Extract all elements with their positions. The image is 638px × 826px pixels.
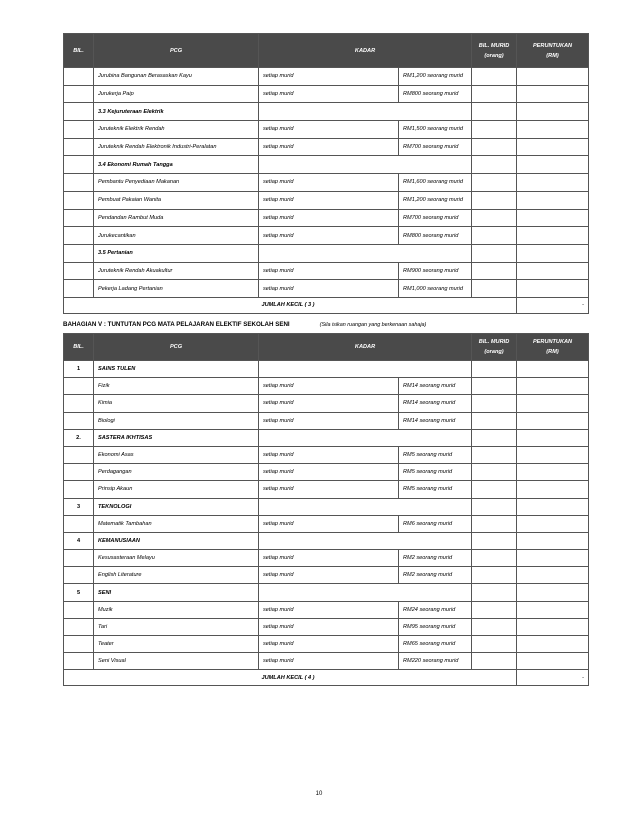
item-name: Biologi	[94, 412, 259, 429]
peruntukan-cell	[517, 636, 589, 653]
rate-basis: setiap murid	[259, 464, 399, 481]
bil-murid-cell	[472, 653, 517, 670]
row-number	[64, 481, 94, 498]
peruntukan-cell	[517, 244, 589, 262]
table-row	[64, 446, 589, 463]
bil-murid-cell	[472, 280, 517, 298]
table-row	[64, 618, 589, 635]
row-number	[64, 446, 94, 463]
peruntukan-cell	[517, 121, 589, 139]
section-row	[64, 584, 589, 601]
table-row	[64, 121, 589, 139]
peruntukan-cell	[517, 138, 589, 156]
item-name: Kimia	[94, 395, 259, 412]
item-name: Fizik	[94, 378, 259, 395]
rate-amount: RM1,600 seorang murid	[399, 174, 472, 192]
item-name: Jurukerja Paip	[94, 85, 259, 103]
item-name: Pendandan Rambut Muda	[94, 209, 259, 227]
table-row	[64, 653, 589, 670]
bil-murid-cell	[472, 138, 517, 156]
row-number	[64, 653, 94, 670]
table-row	[64, 464, 589, 481]
peruntukan-cell	[517, 653, 589, 670]
peruntukan-cell	[517, 464, 589, 481]
peruntukan-cell	[517, 209, 589, 227]
bil-murid-cell	[472, 446, 517, 463]
table-row	[64, 378, 589, 395]
header-bil: BIL.	[64, 334, 94, 361]
row-number	[64, 103, 94, 121]
peruntukan-cell	[517, 174, 589, 192]
rate-basis: setiap murid	[259, 280, 399, 298]
rate-basis: setiap murid	[259, 550, 399, 567]
bil-murid-cell	[472, 174, 517, 192]
section-row	[64, 244, 589, 262]
peruntukan-cell	[517, 68, 589, 86]
section-name: SASTERA IKHTISAS	[94, 429, 259, 446]
table-header-row	[64, 34, 589, 68]
rate-basis: setiap murid	[259, 412, 399, 429]
header-peruntukan-label: PERUNTUKAN	[532, 339, 573, 345]
peruntukan-cell	[517, 550, 589, 567]
header-bil: BIL.	[64, 34, 94, 68]
row-number: 5	[64, 584, 94, 601]
item-name: Pembantu Penyediaan Makanan	[94, 174, 259, 192]
bil-murid-cell	[472, 567, 517, 584]
bil-murid-cell	[472, 227, 517, 245]
item-name: Prinsip Akaun	[94, 481, 259, 498]
row-number	[64, 618, 94, 635]
header-peruntukan-unit: (RM)	[546, 52, 559, 59]
header-bil-murid	[472, 334, 517, 361]
section-row	[64, 498, 589, 515]
table-row	[64, 227, 589, 245]
peruntukan-cell	[517, 584, 589, 601]
table-row	[64, 209, 589, 227]
row-number	[64, 280, 94, 298]
rate-basis: setiap murid	[259, 174, 399, 192]
rate-amount: RM700 seorang murid	[399, 209, 472, 227]
row-number	[64, 515, 94, 532]
bil-murid-cell	[472, 68, 517, 86]
rate-basis: setiap murid	[259, 209, 399, 227]
rate-basis: setiap murid	[259, 68, 399, 86]
bil-murid-cell	[472, 378, 517, 395]
row-number	[64, 395, 94, 412]
item-name: Juruteknik Rendah Akuakultur	[94, 262, 259, 280]
bil-murid-cell	[472, 191, 517, 209]
header-peruntukan	[517, 34, 589, 68]
section-name: TEKNOLOGI	[94, 498, 259, 515]
peruntukan-cell	[517, 567, 589, 584]
rate-amount: RM220 seorang murid	[399, 653, 472, 670]
peruntukan-cell	[517, 191, 589, 209]
rate-amount: RM14 seorang murid	[399, 395, 472, 412]
rate-amount: RM1,500 seorang murid	[399, 121, 472, 139]
table-row	[64, 412, 589, 429]
rate-amount: RM5 seorang murid	[399, 464, 472, 481]
section-row	[64, 532, 589, 549]
item-name: English Literature	[94, 567, 259, 584]
rate-basis: setiap murid	[259, 618, 399, 635]
row-number	[64, 68, 94, 86]
row-number: 2.	[64, 429, 94, 446]
row-number	[64, 244, 94, 262]
bil-murid-cell	[472, 481, 517, 498]
peruntukan-cell	[517, 481, 589, 498]
row-number	[64, 550, 94, 567]
rate-amount: RM800 seorang murid	[399, 227, 472, 245]
bil-murid-cell	[472, 209, 517, 227]
row-number	[64, 567, 94, 584]
row-number	[64, 121, 94, 139]
row-number: 3	[64, 498, 94, 515]
row-number	[64, 636, 94, 653]
rate-basis: setiap murid	[259, 138, 399, 156]
section-v-caption	[63, 321, 426, 328]
bil-murid-cell	[472, 121, 517, 139]
rate-amount: RM1,000 seorang murid	[399, 280, 472, 298]
bil-murid-cell	[472, 262, 517, 280]
row-number: 1	[64, 361, 94, 378]
table-row	[64, 262, 589, 280]
row-number	[64, 85, 94, 103]
peruntukan-cell	[517, 498, 589, 515]
table-row	[64, 68, 589, 86]
item-name: Kesusasteraan Melayu	[94, 550, 259, 567]
rate-amount: RM1,200 seorang murid	[399, 191, 472, 209]
section-name: 3.4 Ekonomi Rumah Tangga	[94, 156, 259, 174]
section-name: 3.5 Pertanian	[94, 244, 259, 262]
item-name: Matematik Tambahan	[94, 515, 259, 532]
table-row	[64, 636, 589, 653]
peruntukan-cell	[517, 103, 589, 121]
bil-murid-cell	[472, 412, 517, 429]
row-number	[64, 174, 94, 192]
pcg-table-part3	[63, 33, 589, 314]
rate-amount: RM65 seorang murid	[399, 636, 472, 653]
rate-amount: RM800 seorang murid	[399, 85, 472, 103]
header-kadar: KADAR	[259, 334, 472, 361]
rate-amount: RM6 seorang murid	[399, 515, 472, 532]
table-row	[64, 515, 589, 532]
table-row	[64, 280, 589, 298]
kadar-cell	[259, 498, 472, 515]
table-row	[64, 85, 589, 103]
section-name: SENI	[94, 584, 259, 601]
table-row	[64, 550, 589, 567]
item-name: Tari	[94, 618, 259, 635]
table-row	[64, 138, 589, 156]
row-number	[64, 191, 94, 209]
rate-basis: setiap murid	[259, 395, 399, 412]
item-name: Pekerja Ladang Pertanian	[94, 280, 259, 298]
bil-murid-cell	[472, 550, 517, 567]
header-peruntukan	[517, 334, 589, 361]
rate-basis: setiap murid	[259, 262, 399, 280]
section-row	[64, 103, 589, 121]
item-name: Juruteknik Rendah Elektronik Industri-Peralatan	[94, 138, 259, 156]
rate-amount: RM95 seorang murid	[399, 618, 472, 635]
rate-amount: RM5 seorang murid	[399, 446, 472, 463]
header-bil-murid-label: BIL. MURID	[478, 42, 510, 49]
peruntukan-cell	[517, 262, 589, 280]
header-bil-murid-unit: (orang)	[484, 52, 504, 59]
row-number	[64, 262, 94, 280]
rate-amount: RM900 seorang murid	[399, 262, 472, 280]
header-bil-murid-unit: (orang)	[484, 349, 504, 355]
section-row	[64, 429, 589, 446]
bil-murid-cell	[472, 464, 517, 481]
header-kadar: KADAR	[259, 34, 472, 68]
kadar-cell	[259, 584, 472, 601]
bil-murid-cell	[472, 618, 517, 635]
item-name: Seni Visual	[94, 653, 259, 670]
section-row	[64, 156, 589, 174]
table-row	[64, 395, 589, 412]
bil-murid-cell	[472, 395, 517, 412]
table-header-row	[64, 334, 589, 361]
bil-murid-cell	[472, 601, 517, 618]
rate-amount: RM14 seorang murid	[399, 378, 472, 395]
rate-amount: RM700 seorang murid	[399, 138, 472, 156]
kadar-cell	[259, 361, 472, 378]
bil-murid-cell	[472, 429, 517, 446]
header-peruntukan-label: PERUNTUKAN	[532, 42, 573, 49]
subtotal-value: -	[517, 670, 589, 686]
rate-basis: setiap murid	[259, 121, 399, 139]
peruntukan-cell	[517, 446, 589, 463]
rate-basis: setiap murid	[259, 227, 399, 245]
rate-amount: RM24 seorang murid	[399, 601, 472, 618]
bil-murid-cell	[472, 498, 517, 515]
rate-amount: RM2 seorang murid	[399, 567, 472, 584]
item-name: Muzik	[94, 601, 259, 618]
subtotal-label: JUMLAH KECIL ( 4 )	[64, 670, 517, 686]
item-name: Perdagangan	[94, 464, 259, 481]
subtotal-label: JUMLAH KECIL ( 3 )	[64, 297, 517, 313]
kadar-cell	[259, 429, 472, 446]
rate-basis: setiap murid	[259, 601, 399, 618]
peruntukan-cell	[517, 601, 589, 618]
bil-murid-cell	[472, 156, 517, 174]
peruntukan-cell	[517, 156, 589, 174]
section-name: SAINS TULEN	[94, 361, 259, 378]
subtotal-value: -	[517, 297, 589, 313]
table-row	[64, 174, 589, 192]
kadar-cell	[259, 156, 472, 174]
peruntukan-cell	[517, 429, 589, 446]
bil-murid-cell	[472, 515, 517, 532]
row-number	[64, 209, 94, 227]
row-number	[64, 227, 94, 245]
table-row	[64, 601, 589, 618]
bil-murid-cell	[472, 85, 517, 103]
row-number	[64, 464, 94, 481]
item-name: Pembuat Pakaian Wanita	[94, 191, 259, 209]
section-name: 3.3 Kejuruteraan Elektrik	[94, 103, 259, 121]
bil-murid-cell	[472, 244, 517, 262]
peruntukan-cell	[517, 532, 589, 549]
peruntukan-cell	[517, 280, 589, 298]
header-bil-murid	[472, 34, 517, 68]
bil-murid-cell	[472, 636, 517, 653]
item-name: Ekonomi Asas	[94, 446, 259, 463]
peruntukan-cell	[517, 412, 589, 429]
header-pcg: PCG	[94, 334, 259, 361]
row-number: 4	[64, 532, 94, 549]
header-bil-murid-label: BIL. MURID	[478, 339, 510, 345]
rate-amount: RM14 seorang murid	[399, 412, 472, 429]
peruntukan-cell	[517, 378, 589, 395]
rate-amount: RM1,200 seorang murid	[399, 68, 472, 86]
section-v-note: (Sila isikan ruangan yang berkenaan sahaja)	[319, 322, 427, 328]
table-body	[64, 68, 589, 298]
row-number	[64, 601, 94, 618]
peruntukan-cell	[517, 361, 589, 378]
row-number	[64, 138, 94, 156]
bil-murid-cell	[472, 361, 517, 378]
peruntukan-cell	[517, 395, 589, 412]
rate-basis: setiap murid	[259, 446, 399, 463]
peruntukan-cell	[517, 618, 589, 635]
kadar-cell	[259, 532, 472, 549]
table-body	[64, 361, 589, 670]
rate-basis: setiap murid	[259, 85, 399, 103]
peruntukan-cell	[517, 227, 589, 245]
section-row	[64, 361, 589, 378]
item-name: Jurubina Bangunan Berasaskan Kayu	[94, 68, 259, 86]
bil-murid-cell	[472, 584, 517, 601]
rate-amount: RM2 seorang murid	[399, 550, 472, 567]
peruntukan-cell	[517, 515, 589, 532]
pcg-table-part5	[63, 333, 589, 686]
bil-murid-cell	[472, 532, 517, 549]
section-name: KEMANUSIAAN	[94, 532, 259, 549]
page-number: 10	[315, 791, 323, 797]
item-name: Teater	[94, 636, 259, 653]
rate-basis: setiap murid	[259, 567, 399, 584]
rate-basis: setiap murid	[259, 191, 399, 209]
header-pcg: PCG	[94, 34, 259, 68]
header-peruntukan-unit: (RM)	[546, 349, 559, 355]
row-number	[64, 156, 94, 174]
row-number	[64, 412, 94, 429]
table-row	[64, 191, 589, 209]
section-v-title: BAHAGIAN V : TUNTUTAN PCG MATA PELAJARAN ELEKTIF SEKOLAH SENI	[63, 321, 290, 328]
item-name: Juruteknik Elektrik Rendah	[94, 121, 259, 139]
rate-amount: RM5 seorang murid	[399, 481, 472, 498]
rate-basis: setiap murid	[259, 515, 399, 532]
subtotal-row	[64, 297, 589, 313]
row-number	[64, 378, 94, 395]
rate-basis: setiap murid	[259, 378, 399, 395]
rate-basis: setiap murid	[259, 636, 399, 653]
table-row	[64, 481, 589, 498]
table-row	[64, 567, 589, 584]
kadar-cell	[259, 103, 472, 121]
rate-basis: setiap murid	[259, 481, 399, 498]
rate-basis: setiap murid	[259, 653, 399, 670]
item-name: Jurukecantikan	[94, 227, 259, 245]
peruntukan-cell	[517, 85, 589, 103]
subtotal-row	[64, 670, 589, 686]
bil-murid-cell	[472, 103, 517, 121]
kadar-cell	[259, 244, 472, 262]
